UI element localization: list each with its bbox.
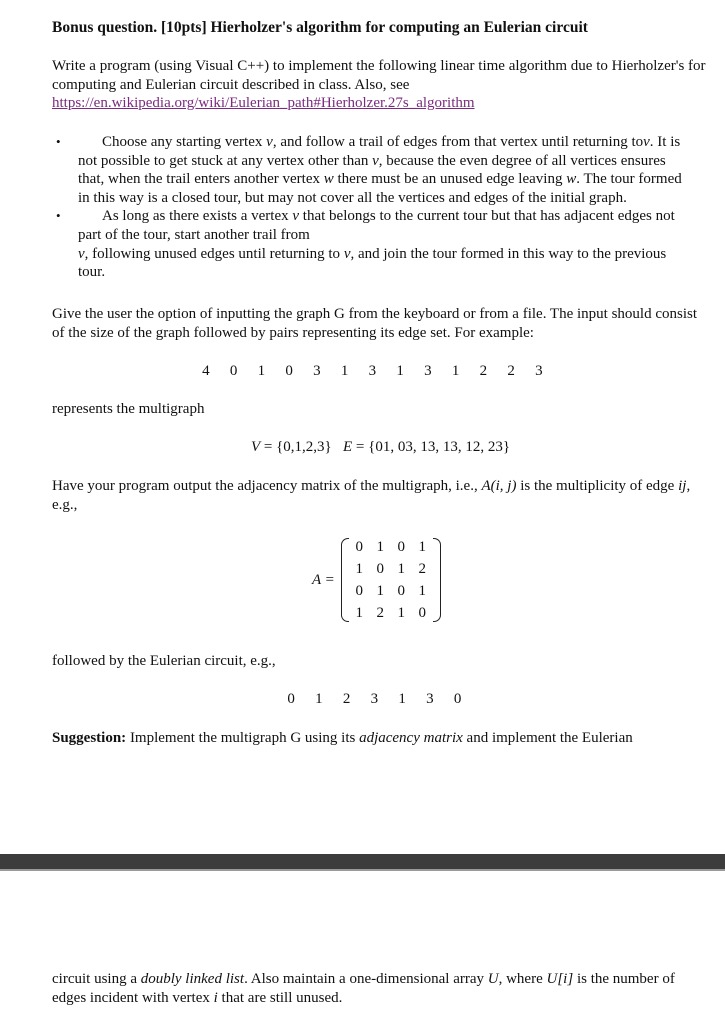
matrix-row: 0 1 0 1 bbox=[355, 582, 427, 599]
bullet-icon: • bbox=[56, 134, 61, 149]
matrix-body bbox=[341, 536, 441, 624]
matrix-row: 1 2 1 0 bbox=[355, 604, 427, 621]
suggestion-paragraph: Suggestion: Implement the multigraph G using its adjacency matrix and implement the Eulerian bbox=[52, 730, 633, 746]
matrix-label: A = bbox=[312, 571, 335, 588]
followed-text: followed by the Eulerian circuit, e.g., bbox=[52, 653, 276, 669]
example-input: 4 0 1 0 3 1 3 1 3 1 2 2 3 bbox=[202, 363, 551, 379]
algorithm-steps bbox=[52, 133, 694, 282]
step-item: • Choose any starting vertex v, and follow a trail of edges from that vertex until returning tov. It is not possible to get stuck at any vertex other than v, because the even degree of all vertices ensures that, when the trail enters another vertex w there must be an unused edge leaving w. The tour formed in this way is a closed tour, but may not cover all the vertices and edges of the initial graph. bbox=[56, 134, 682, 206]
page-divider bbox=[0, 854, 725, 869]
represents-text: represents the multigraph bbox=[52, 401, 205, 417]
intro-paragraph bbox=[52, 57, 712, 113]
matrix-row: 0 1 0 1 bbox=[355, 538, 427, 555]
example-circuit: 0 1 2 3 1 3 0 bbox=[287, 691, 470, 707]
suggestion-label: Suggestion: bbox=[52, 730, 127, 746]
step-item: • As long as there exists a vertex v that belongs to the current tour but that has adjacent edges not part of the tour, start another trail fromv, following unused edges until returning to v, and join the tour formed in this way to the previous tour. bbox=[56, 208, 675, 281]
input-paragraph: Give the user the option of inputting the graph G from the keyboard or from a file. The input should consist of the size of the graph followed by pairs representing its edge set. For example: bbox=[52, 306, 698, 341]
wikipedia-link[interactable]: https://en.wikipedia.org/wiki/Eulerian_path#Hierholzer.27s_algorithm bbox=[52, 95, 475, 111]
adjacency-matrix bbox=[312, 532, 441, 628]
intro-text: Write a program (using Visual C++) to implement the following linear time algorithm due to Hierholzer's for computing and Eulerian circuit described in class. Also, see bbox=[52, 58, 706, 93]
matrix-row: 1 0 1 2 bbox=[355, 560, 427, 577]
bullet-icon: • bbox=[56, 208, 61, 224]
output-paragraph: Have your program output the adjacency matrix of the multigraph, i.e., A(i, j) is the multiplicity of edge ij, e.g., bbox=[52, 478, 691, 513]
continuation-paragraph: circuit using a doubly linked list. Also maintain a one-dimensional array U, where U[i] is the number of edges incident with vertex i that are still unused. bbox=[52, 971, 675, 1006]
question-title: Bonus question. [10pts] Hierholzer's algorithm for computing an Eulerian circuit bbox=[52, 19, 588, 36]
graph-sets: V = {0,1,2,3} E = {01, 03, 13, 13, 12, 23} bbox=[250, 439, 511, 455]
